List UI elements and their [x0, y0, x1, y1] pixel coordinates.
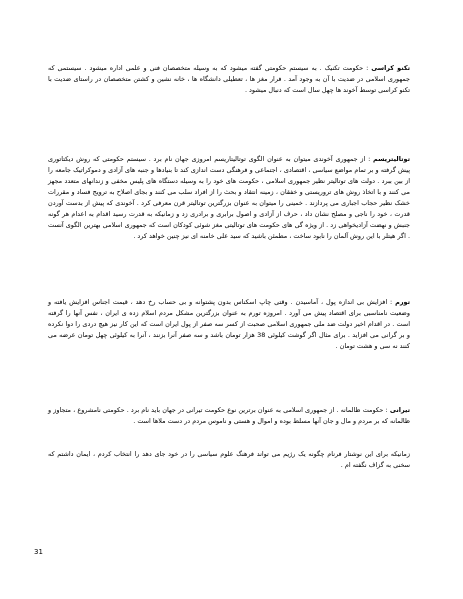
definition-inflation: : افزایش بی اندازه پول ، آماسیدن . وقتی چاپ اسکناس بدون پشتوانه و بی حساب رخ دهد ، قیمت اجناس افزایش یافته و وضعیت نامناسبی برای اقتصاد پیش می آورد . امروزه تورم به عنوان بزرگترین مشکل مردم اسلام زده ی ایران ، نفس آنها را گرفته است . در اقدام اخیر دولت ضد ملی جمهوری اسلامی صحبت از کسر سه صفر از پول ایران است که این کار نیز هیچ دردی را دوا نکرده و بر گرانی می افزاید . برای مثال اگر گوشت کیلوئی 38 هزار تومان باشد و سه صفر آنرا بزنند ، آنرا به کیلوئی چهل تومان عرضه می کنند نه سی و هشت تومان . — [48, 298, 410, 350]
definition-tyranny: : حکومت ظالمانه . از جمهوری اسلامی به عنوان برترین نوع حکومت تیرانی در جهان باید نام برد . حکومتی نامشروع ، متجاوز و ظالمانه که بر مردم و مال و جان آنها مسلط بوده و اموال و هستی و ناموس مردم در دست ملاها است . — [48, 406, 410, 425]
term-tyranny: تیرانی — [389, 406, 410, 414]
term-totalitarianism: توتالیتریسم — [373, 155, 410, 163]
paragraph-technocracy — [48, 63, 410, 96]
page-number: 31 — [34, 548, 43, 556]
paragraph-closing — [48, 449, 410, 471]
term-inflation: تورم — [395, 298, 410, 306]
definition-technocracy: : حکومت تکنیک . به سیستم حکومتی گفته میشود که به وسیله متخصصان فنی و علمی اداره میشود . سیستمی که جمهوری اسلامی در ضدیت با آن به وجود آمد . فرار مغز ها ، تعطیلی دانشگاه ها ، خانه نشین و کشتن متخصصان در راستای ضدیت با تکنو کراسی توسط آخوند ها چهل سال است که دنبال میشود . — [48, 64, 410, 94]
paragraph-inflation — [48, 297, 410, 352]
term-technocracy: تکنو کراسی — [371, 64, 410, 72]
closing-text: زمانیکه برای این نوشتار فرنام چگونه یک رژیم می تواند فرهنگ علوم سیاسی را در خود جای دهد را انتخاب کردم ، ایمان داشتم که سخنی به گزاف نگفته ام . — [48, 450, 410, 469]
paragraph-tyranny — [48, 405, 410, 427]
definition-totalitarianism: : از جمهوری آخوندی میتوان به عنوان الگوی توتالیتاریسم امروزی جهان نام برد . سیستم حکومتی که روش دیکتاتوری پیش گرفته و بر تمام مواضع سیاسی ، اقتصادی ، اجتماعی و فرهنگی دست اندازی کند تا بنیادها و جنبه های آزادی و دموکراتیک جامعه را از بین ببرد . دولت های توتالیتر نظیر جمهوری اسلامی ، حکومت های خود را به وسیله دستگاه های پلیس مخفی و زندانهای متعدد مجهز می کنند و با اتخاذ روش های تروریستی و خفقان ، زمینه انتقاد و بحث را از افراد سلب می کنند و بجای اصلاح به ترویج فساد و مقررات خشک نظیر حجاب اجباری می پردازند . خمینی را میتوان به عنوان بزرگترین توتالیتر قرن معرفی کرد . آخوندی که پیش از بدست آوردن قدرت ، خود را ناجی و مصلح نشان داد ، حرف از آزادی و اصول برابری و برادری زد و زمانیکه به قدرت رسید اقدام به اعدام هر گونه جنبش و نهضت آزادیخواهی زد . از ویژه گی های حکومت های توتالیتی مغز شوئی کودکان است که جمهوری اسلامی بهترین الگوی آنست . اگر هیتلر با این روش آلمان را نابود ساخت ، مطمئن باشید که سید علی خامنه ای نیز چنین خواهد کرد . — [48, 155, 410, 240]
paragraph-totalitarianism — [48, 154, 410, 242]
